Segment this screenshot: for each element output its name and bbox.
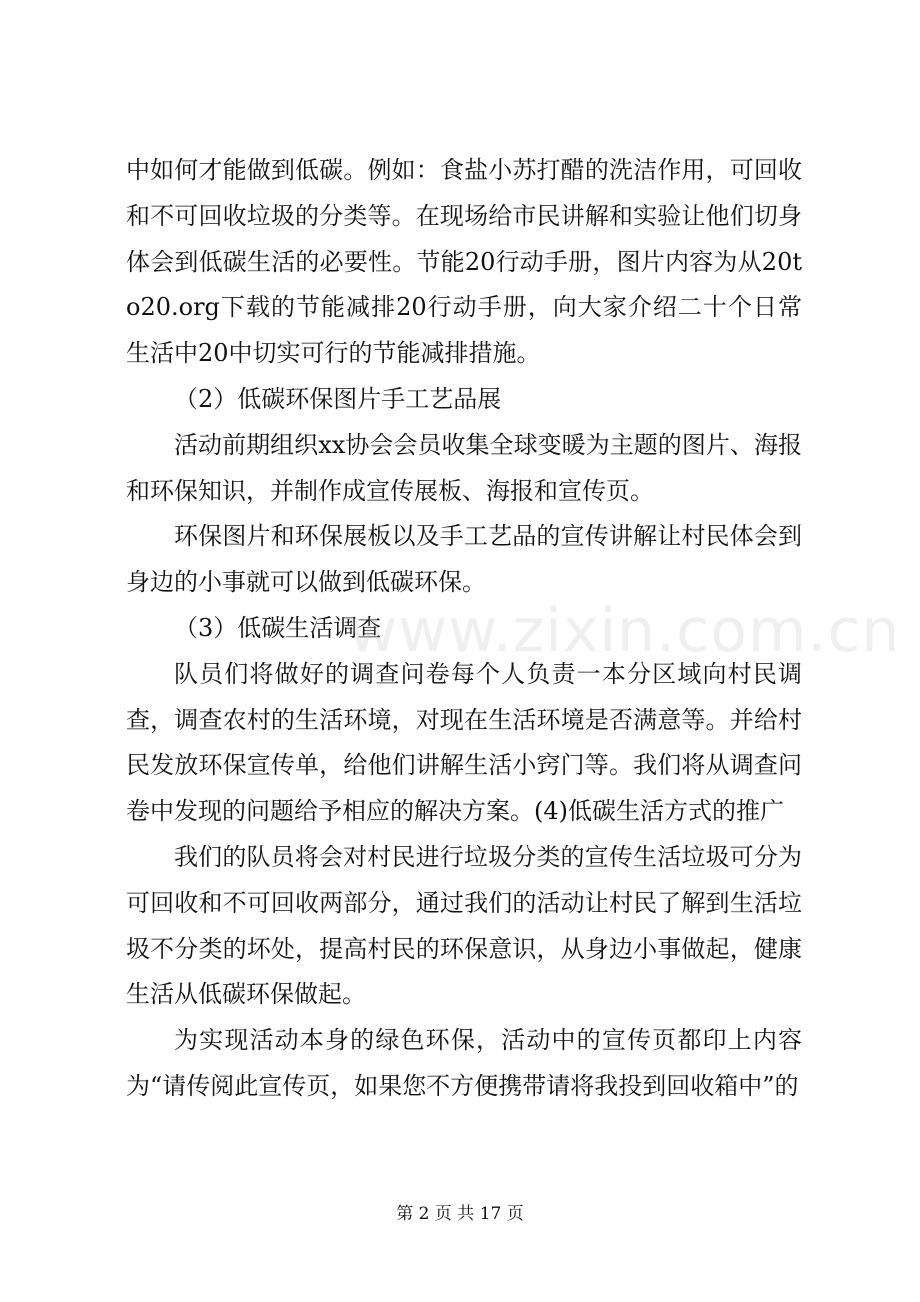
section-heading-2: （2）低碳环保图片手工艺品展 <box>174 384 502 413</box>
paragraph: 队员们将做好的调查问卷每个人负责一本分区域向村民调查，调查农村的生活环境，对现在生活环境是否满意等。并给村民发放环保宣传单，给他们讲解生活小窍门等。我们将从调查问卷中发现的问题给予相应的解决方案。(4)低碳生活方式的推广 <box>126 659 802 826</box>
paragraph: 为实现活动本身的绿色环保，活动中的宣传页都印上内容为“请传阅此宣传页，如果您不方便携带请将我投到回收箱中”的 <box>126 1026 802 1100</box>
document-body <box>126 148 802 1110</box>
watermark: www.zixin.com.cn <box>348 596 901 666</box>
paragraph: 我们的队员将会对村民进行垃圾分类的宣传生活垃圾可分为可回收和不可回收两部分，通过我们的活动让村民了解到生活垃圾不分类的坏处，提高村民的环保意识，从身边小事做起，健康生活从低碳环保做起。 <box>126 842 802 1009</box>
paragraph: 活动前期组织xx协会会员收集全球变暖为主题的图片、海报和环保知识，并制作成宣传展板、海报和宣传页。 <box>126 430 802 505</box>
paragraph-continuation: 中如何才能做到低碳。例如：食盐小苏打醋的洗洁作用，可回收和不可回收垃圾的分类等。在现场给市民讲解和实验让他们切身体会到低碳生活的必要性。节能20行动手册，图片内容为从20to20.org下载的节能减排20行动手册，向大家介绍二十个日常生活中20中切实可行的节能减排措施。 <box>126 156 802 368</box>
paragraph: 环保图片和环保展板以及手工艺品的宣传讲解让村民体会到身边的小事就可以做到低碳环保。 <box>126 522 802 597</box>
section-heading-3: （3）低碳生活调查 <box>174 613 382 642</box>
page-number-footer: 第 2 页 共 17 页 <box>396 1204 524 1224</box>
